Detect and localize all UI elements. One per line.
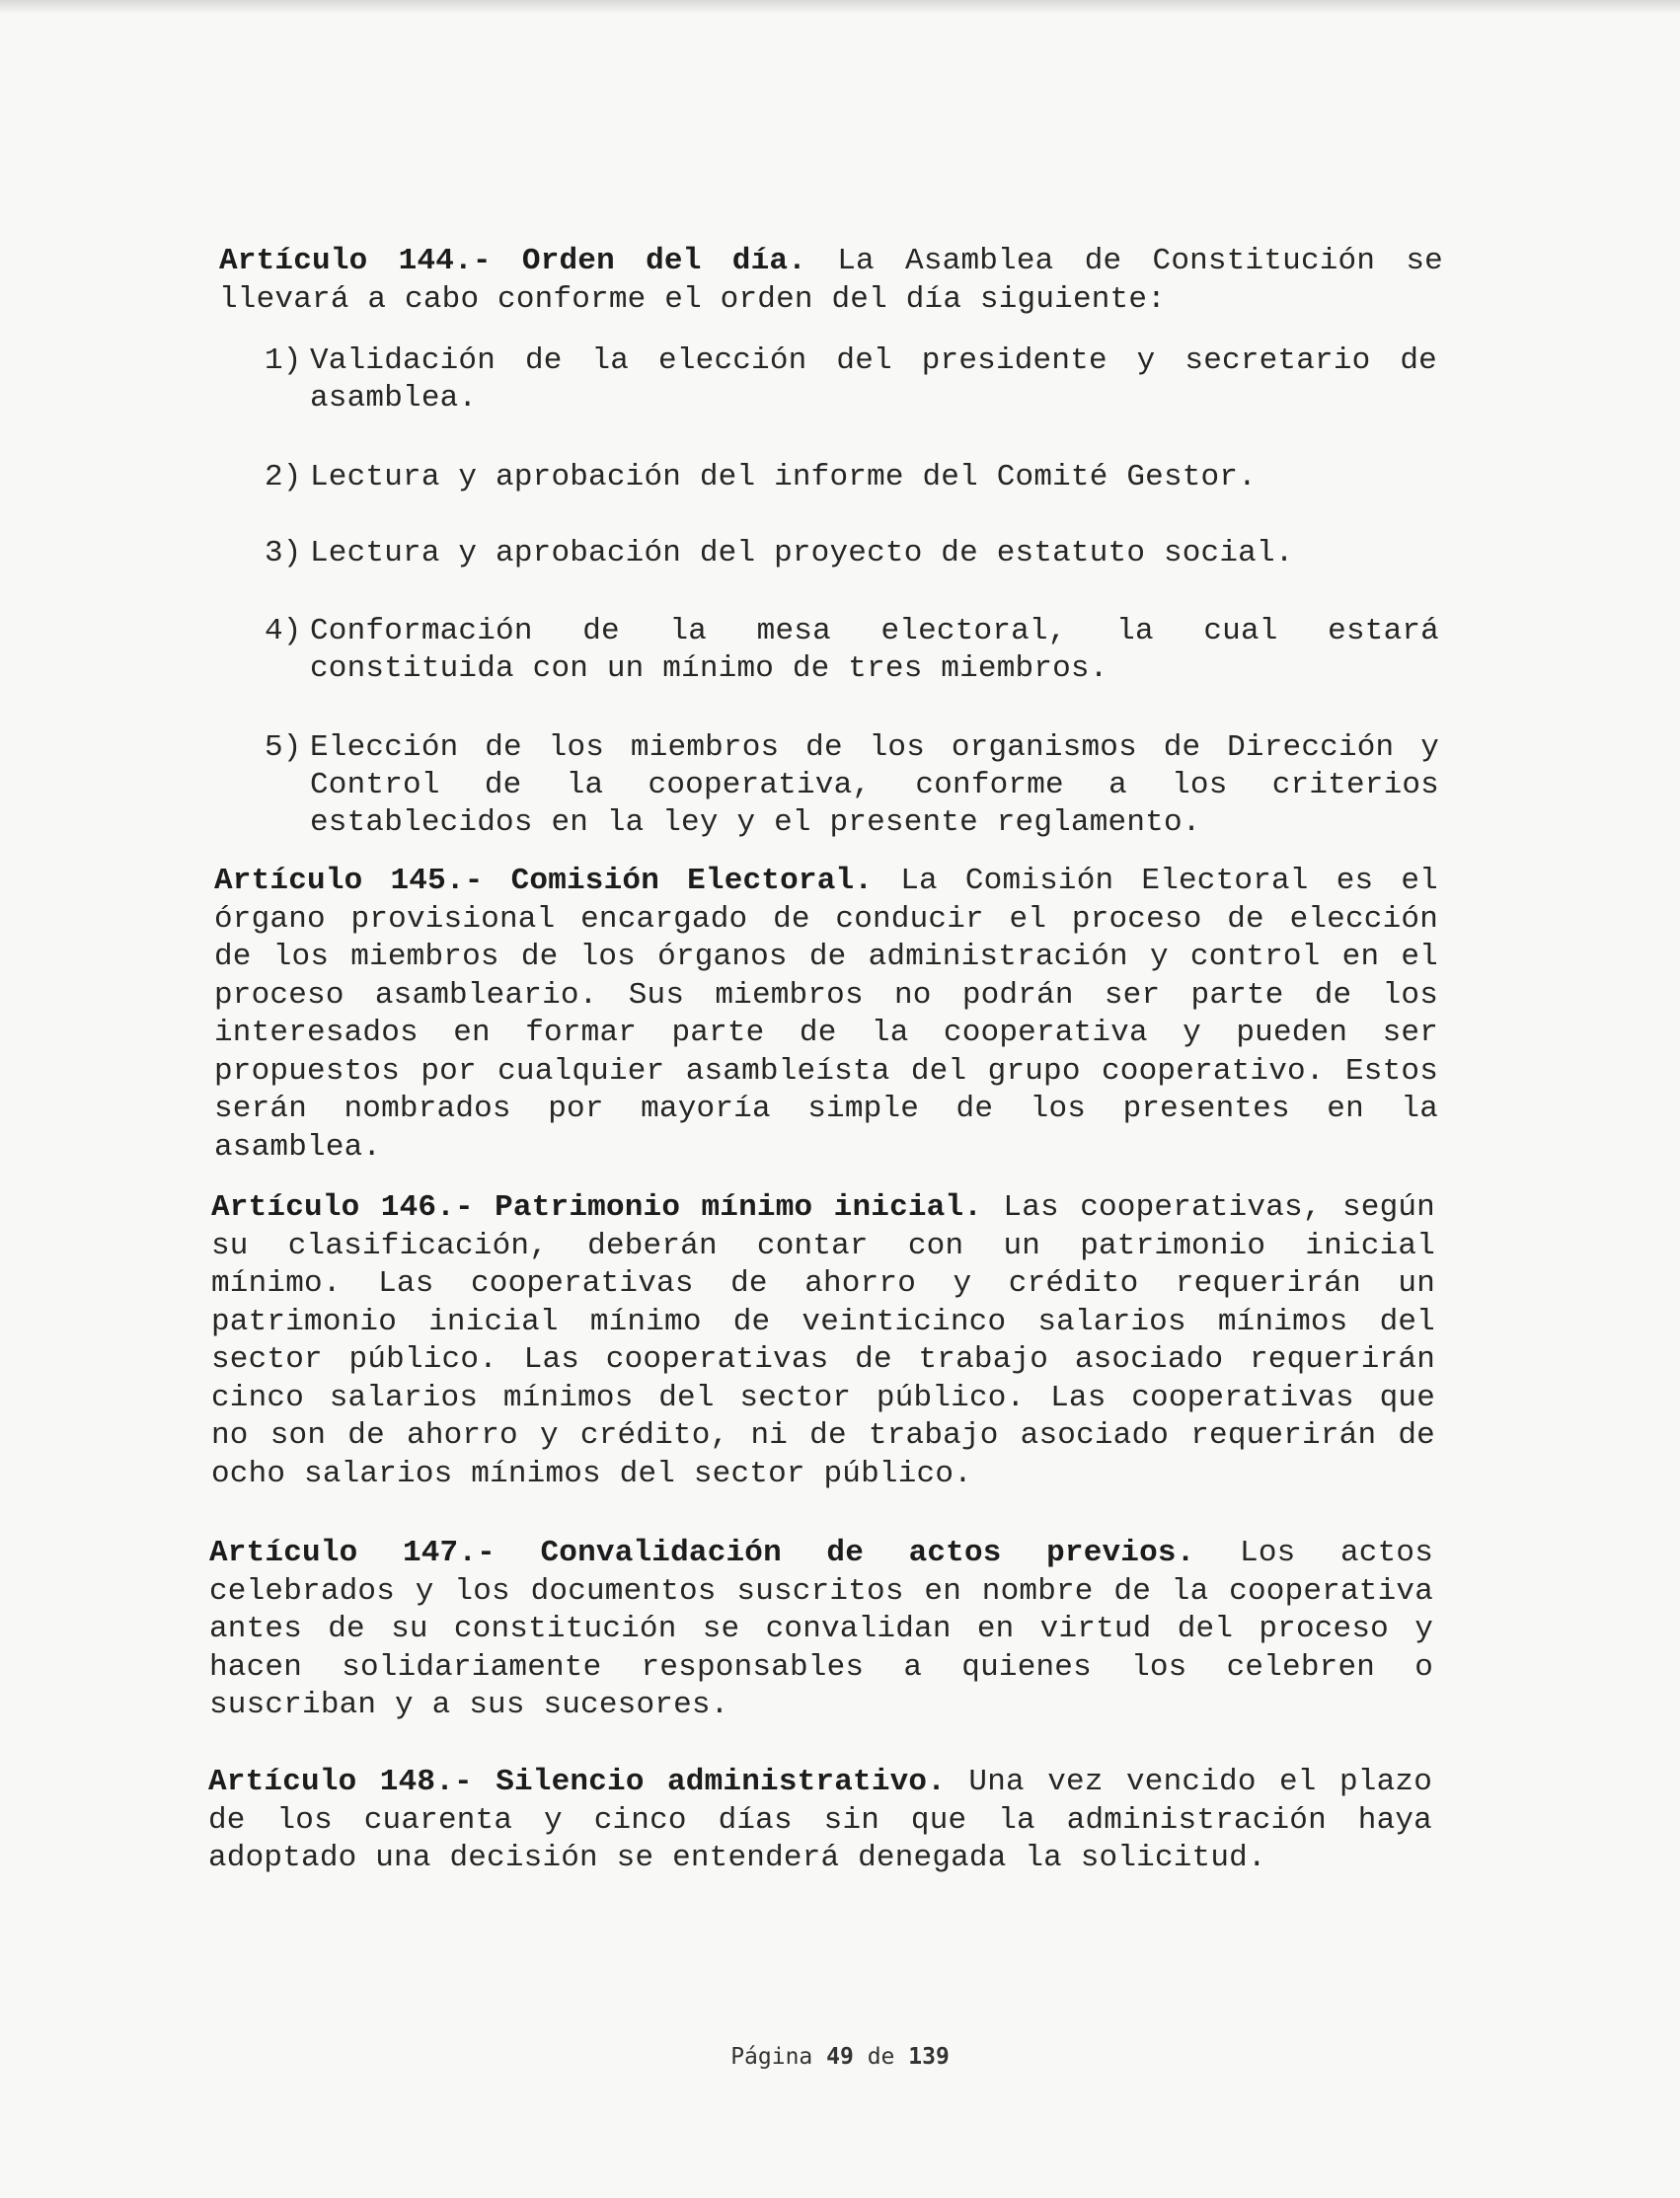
agenda-item-text: Validación de la elección del presidente y secretario de asamblea. xyxy=(310,343,1437,416)
article-146 xyxy=(211,1189,1435,1493)
article-146-body: Las cooperativas, según su clasificación, deberán contar con un patrimonio inicial mínimo. Las cooperativas de ahorro y crédito requerirán un patrimonio inicial mínimo de veinticinco salarios mínimos del sector público. Las cooperativas de trabajo asociado requerirán cinco salarios mínimos del sector público. Las cooperativas que no son de ahorro y crédito, ni de trabajo asociado requerirán de ocho salarios mínimos del sector público. xyxy=(211,1190,1435,1491)
article-144-heading: Artículo 144.- Orden del día. xyxy=(219,244,806,278)
article-148-heading: Artículo 148.- Silencio administrativo. xyxy=(208,1765,947,1799)
article-148-body: Una vez vencido el plazo de los cuarenta y cinco días sin que la administración haya adoptado una decisión se entenderá denegada la solicitud. xyxy=(208,1765,1432,1875)
article-146-heading: Artículo 146.- Patrimonio mínimo inicial. xyxy=(211,1190,983,1225)
agenda-item-text: Elección de los miembros de los organismos de Dirección y Control de la cooperativa, conforme a los criterios establecidos en la ley y el presente reglamento. xyxy=(310,730,1439,840)
agenda-item-text: Lectura y aprobación del informe del Comité Gestor. xyxy=(310,460,1257,494)
page-label: Página xyxy=(730,2044,813,2070)
of-label: de xyxy=(867,2044,895,2070)
article-144-body: La Asamblea de Constitución se llevará a cabo conforme el orden del día siguiente: xyxy=(219,244,1443,317)
agenda-item-number: 1) xyxy=(265,343,302,378)
agenda-item-text: Lectura y aprobación del proyecto de estatuto social. xyxy=(310,536,1294,570)
article-147-body: Los actos celebrados y los documentos suscritos en nombre de la cooperativa antes de su constitución se convalidan en virtud del proceso y hacen solidariamente responsables a quienes los celebren o suscriban y a sus sucesores. xyxy=(209,1536,1433,1722)
article-145-body: La Comisión Electoral es el órgano provisional encargado de conducir el proceso de elección de los miembros de los órganos de administración y control en el proceso asambleario. Sus miembros no podrán ser parte de los interesados en formar parte de la cooperativa y pueden ser propuestos por cualquier asambleísta del grupo cooperativo. Estos serán nombrados por mayoría simple de los presentes en la asamblea. xyxy=(214,864,1438,1165)
total-pages-number: 139 xyxy=(908,2044,950,2070)
agenda-item-number: 3) xyxy=(265,536,302,570)
article-145 xyxy=(214,863,1438,1167)
article-145-heading: Artículo 145.- Comisión Electoral. xyxy=(214,864,874,898)
agenda-item-number: 2) xyxy=(265,460,302,494)
article-144 xyxy=(219,243,1443,319)
article-148 xyxy=(208,1764,1432,1878)
agenda-item-text: Conformación de la mesa electoral, la cual estará constituida con un mínimo de tres miembros. xyxy=(310,614,1439,686)
article-147 xyxy=(209,1535,1433,1725)
agenda-item-number: 5) xyxy=(265,730,302,765)
page-footer xyxy=(0,2044,1680,2070)
current-page-number: 49 xyxy=(826,2044,854,2070)
scan-edge xyxy=(0,0,1680,14)
agenda-item-number: 4) xyxy=(265,614,302,648)
article-147-heading: Artículo 147.- Convalidación de actos previos. xyxy=(209,1536,1195,1570)
